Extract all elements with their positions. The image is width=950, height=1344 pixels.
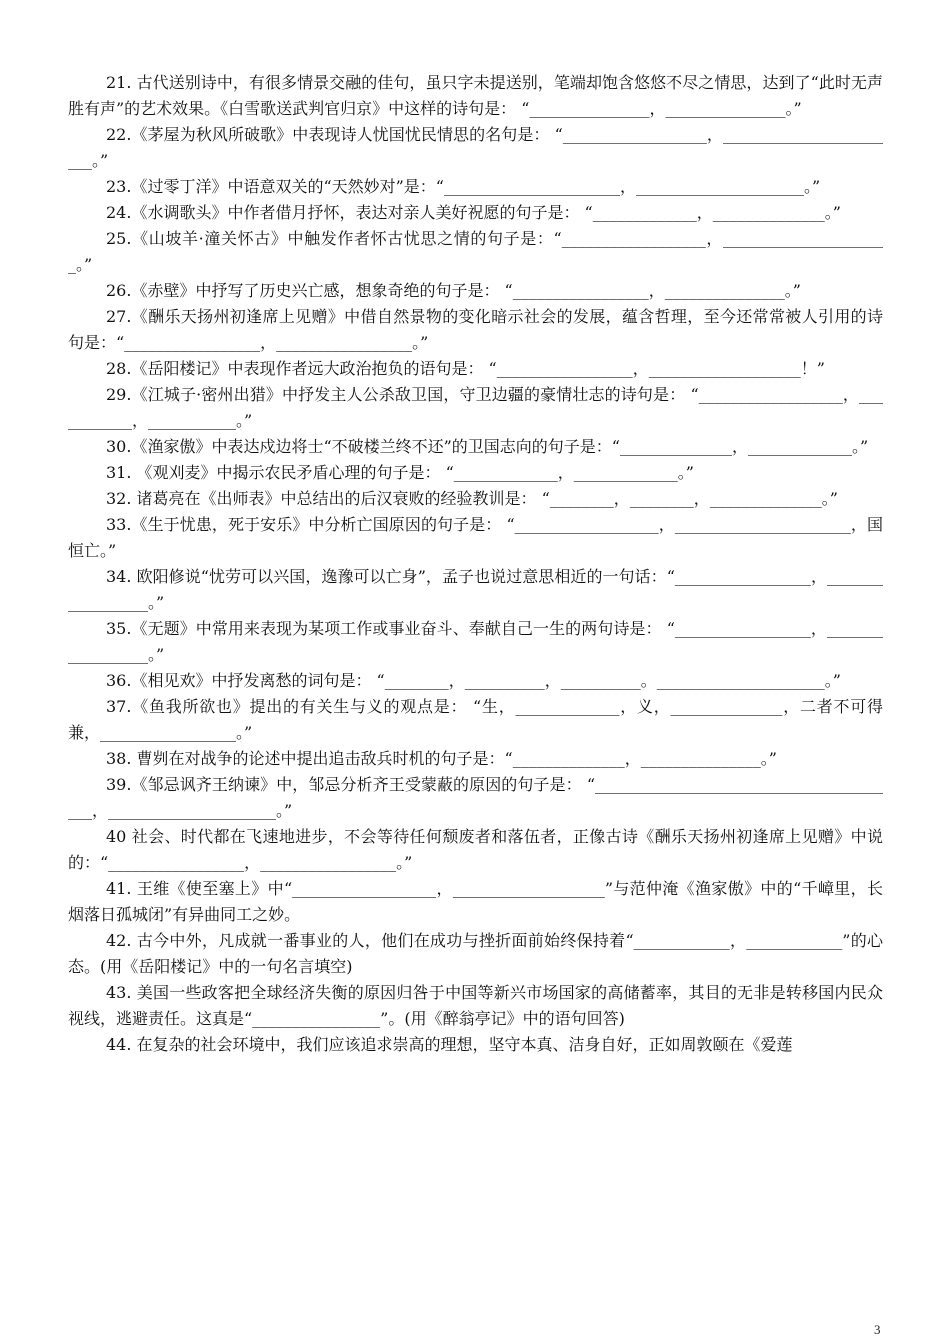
question-21: 21. 古代送别诗中，有很多情景交融的佳句，虽只字未提送别，笔端却饱含悠悠不尽之情思，达到了“此时无声胜有声”的艺术效果。《白雪歌送武判官归京》中这样的诗句是： “_______________，_______________。” (68, 73, 883, 118)
question-28: 28.《岳阳楼记》中表现作者远大政治抱负的语句是： “_________________，___________________！” (106, 359, 825, 378)
question-37: 37.《鱼我所欲也》提出的有关生与义的观点是： “生，_____________，义，______________，二者不可得兼，_________________。” (68, 697, 883, 742)
document-body (68, 70, 883, 1058)
question-27: 27.《酬乐天扬州初逢席上见赠》中借自然景物的变化暗示社会的发展，蕴含哲理，至今还常常被人引用的诗句是：“_________________，_________________。” (68, 307, 883, 352)
question-24: 24.《水调歌头》中作者借月抒怀，表达对亲人美好祝愿的句子是： “_____________，______________。” (106, 203, 841, 222)
question-26: 26.《赤壁》中抒写了历史兴亡感，想象奇绝的句子是： “_________________，_______________。” (106, 281, 801, 300)
question-36: 36.《相见欢》中抒发离愁的词句是： “________，__________，__________。_____________________。” (106, 671, 841, 690)
page-number: 3 (874, 1322, 881, 1337)
question-22: 22.《茅屋为秋风所破歌》中表现诗人忧国忧民情思的名句是： “__________________，_______________________。” (68, 125, 883, 170)
question-38: 38. 曹刿在对战争的论述中提出追击敌兵时机的句子是：“______________，_______________。” (106, 749, 777, 768)
question-25: 25.《山坡羊·潼关怀古》中触发作者怀古忧思之情的句子是：“__________________，_____________________。” (68, 229, 883, 274)
question-30: 30.《渔家傲》中表达戍边将士“不破楼兰终不还”的卫国志向的句子是：“______________，_____________。” (106, 437, 869, 456)
question-40: 40 社会、时代都在飞速地进步，不会等待任何颓废者和落伍者，正像古诗《酬乐天扬州初逢席上见赠》中说的：“_________________，_________________。” (68, 827, 883, 872)
question-42: 42. 古今中外，凡成就一番事业的人，他们在成功与挫折面前始终保持着“____________，____________”的心态。(用《岳阳楼记》中的一句名言填空) (68, 931, 883, 976)
question-31: 31. 《观刈麦》中揭示农民矛盾心理的句子是： “_____________，_____________。” (106, 463, 694, 482)
question-33: 33.《生于忧患，死于安乐》中分析亡国原因的句子是： “__________________，______________________，国恒亡。” (68, 515, 883, 560)
question-43: 43. 美国一些政客把全球经济失衡的原因归咎于中国等新兴市场国家的高储蓄率，其目的无非是转移国内民众视线，逃避责任。这真是“________________”。(用《醉翁亭记》中的语句回答) (68, 983, 883, 1028)
question-41: 41. 王维《使至塞上》中“__________________，___________________”与范仲淹《渔家傲》中的“千嶂里，长烟落日孤城闭”有异曲同工之妙。 (68, 879, 883, 924)
question-44: 44. 在复杂的社会环境中，我们应该追求崇高的理想，坚守本真、洁身自好，正如周敦颐在《爱莲 (106, 1035, 793, 1054)
question-32: 32. 诸葛亮在《出师表》中总结出的后汉衰败的经验教训是： “________，________，______________。” (106, 489, 838, 508)
question-35: 35.《无题》中常用来表现为某项工作或事业奋斗、奉献自己一生的两句诗是： “_________________，_________________。” (68, 619, 883, 664)
question-39: 39.《邹忌讽齐王纳谏》中，邹忌分析齐王受蒙蔽的原因的句子是： “_______________________________________，_____________________。” (68, 775, 883, 820)
question-29: 29.《江城子·密州出猎》中抒发主人公杀敌卫国，守卫边疆的豪情壮志的诗句是： “__________________，___________，___________。” (68, 385, 883, 430)
question-34: 34. 欧阳修说“忧劳可以兴国，逸豫可以亡身”，孟子也说过意思相近的一句话：“_________________，_________________。” (68, 567, 883, 612)
question-23: 23.《过零丁洋》中语意双关的“天然妙对”是：“______________________，_____________________。” (106, 177, 821, 196)
